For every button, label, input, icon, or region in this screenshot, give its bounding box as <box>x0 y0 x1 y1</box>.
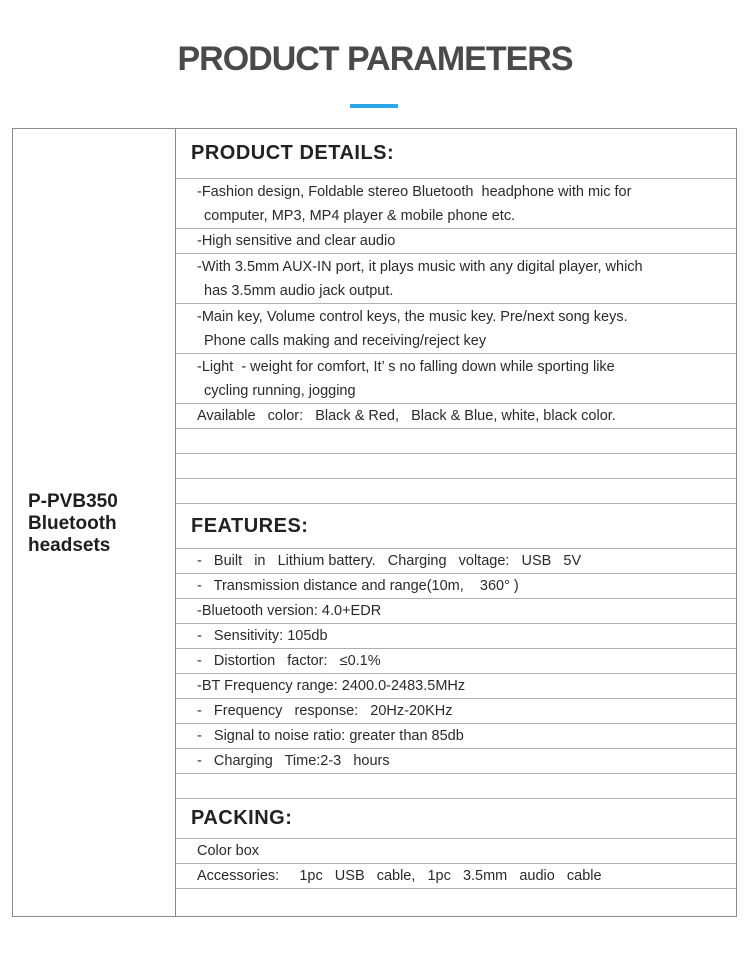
details-line: has 3.5mm audio jack output. <box>176 279 736 304</box>
features-line: - Distortion factor: ≤0.1% <box>176 649 736 674</box>
spec-table <box>12 128 737 917</box>
details-line: computer, MP3, MP4 player & mobile phone etc. <box>176 204 736 229</box>
spec-column <box>176 129 736 916</box>
packing-line: Color box <box>176 839 736 864</box>
details-line: -With 3.5mm AUX-IN port, it plays music with any digital player, which <box>197 258 643 275</box>
features-heading: FEATURES: <box>176 504 736 549</box>
details-line: cycling running, jogging <box>176 379 736 404</box>
details-heading: PRODUCT DETAILS: <box>176 129 736 179</box>
features-line: -Bluetooth version: 4.0+EDR <box>176 599 736 624</box>
model-column <box>13 129 176 916</box>
packing-line: Accessories: 1pc USB cable, 1pc 3.5mm audio cable <box>176 864 736 889</box>
details-line: -Light - weight for comfort, It’ s no falling down while sporting like <box>197 358 615 375</box>
details-line: -Fashion design, Foldable stereo Bluetooth headphone with mic for <box>197 183 632 200</box>
features-line: - Signal to noise ratio: greater than 85db <box>176 724 736 749</box>
details-line: -Main key, Volume control keys, the music key. Pre/next song keys. <box>197 308 628 325</box>
details-line: Available color: Black & Red, Black & Blue, white, black color. <box>176 404 736 429</box>
details-line: -High sensitive and clear audio <box>176 229 736 254</box>
features-line: -BT Frequency range: 2400.0-2483.5MHz <box>176 674 736 699</box>
features-line: - Charging Time:2-3 hours <box>176 749 736 774</box>
empty-row <box>176 479 736 504</box>
empty-row <box>176 454 736 479</box>
features-line: - Transmission distance and range(10m, 360° ) <box>176 574 736 599</box>
empty-row <box>176 774 736 799</box>
model-name: P-PVB350 Bluetooth headsets <box>28 491 118 556</box>
empty-row <box>176 429 736 454</box>
page-title: PRODUCT PARAMETERS <box>177 40 573 78</box>
details-line: Phone calls making and receiving/reject key <box>176 329 736 354</box>
features-line: - Sensitivity: 105db <box>176 624 736 649</box>
title-underline <box>350 104 398 108</box>
features-line: - Frequency response: 20Hz-20KHz <box>176 699 736 724</box>
packing-heading: PACKING: <box>176 799 736 839</box>
features-line: - Built in Lithium battery. Charging voltage: USB 5V <box>176 549 736 574</box>
